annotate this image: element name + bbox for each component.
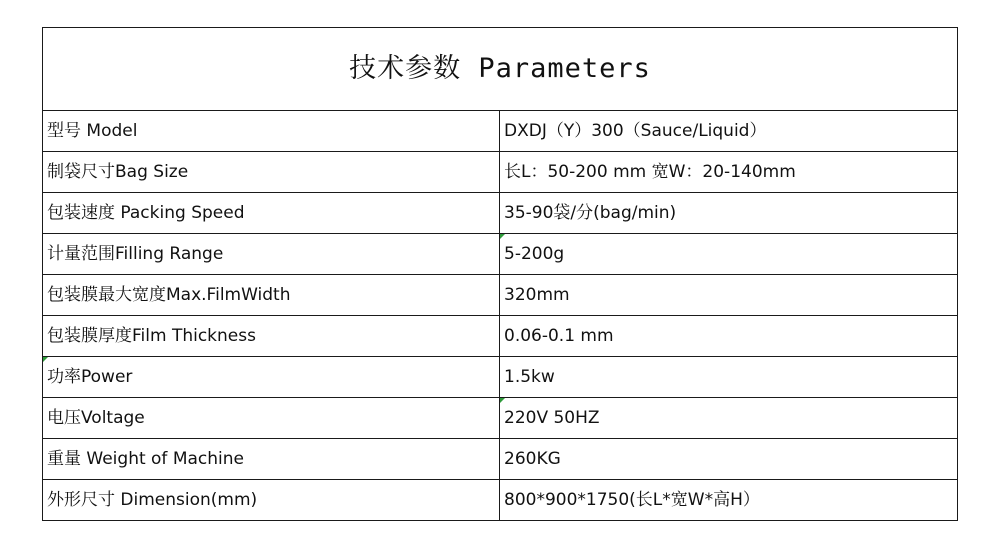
spec-value-text: 5-200g: [504, 244, 565, 264]
spec-label: 型号 Model: [43, 111, 500, 152]
spec-value: 1.5kw: [500, 357, 958, 398]
spec-value: [500, 398, 958, 439]
spec-label: 包装膜厚度Film Thickness: [43, 316, 500, 357]
spec-label: 包装速度 Packing Speed: [43, 193, 500, 234]
spec-row-packing-speed: [43, 193, 958, 234]
cell-error-marker: [500, 234, 505, 239]
spec-label: 外形尺寸 Dimension(mm): [43, 480, 500, 521]
spec-value: 800*900*1750(长L*宽W*高H）: [500, 480, 958, 521]
spec-value: DXDJ（Y）300（Sauce/Liquid）: [500, 111, 958, 152]
spec-row-filling-range: [43, 234, 958, 275]
table-title: 技术参数 Parameters: [43, 28, 958, 111]
spec-row-dimension: [43, 480, 958, 521]
spec-label: 电压Voltage: [43, 398, 500, 439]
spec-row-weight: [43, 439, 958, 480]
spec-row-bag-size: [43, 152, 958, 193]
spec-row-film-width: [43, 275, 958, 316]
spec-row-film-thickness: [43, 316, 958, 357]
parameters-table: [42, 27, 958, 521]
cell-error-marker: [43, 357, 48, 362]
spec-label: [43, 357, 500, 398]
spec-value: 320mm: [500, 275, 958, 316]
spec-value: 长L：50-200 mm 宽W：20-140mm: [500, 152, 958, 193]
spec-label: 重量 Weight of Machine: [43, 439, 500, 480]
cell-error-marker: [500, 398, 505, 403]
spec-row-model: [43, 111, 958, 152]
spec-value-text: 220V 50HZ: [504, 408, 600, 428]
spec-value: [500, 234, 958, 275]
spec-value: 260KG: [500, 439, 958, 480]
spec-value: 0.06-0.1 mm: [500, 316, 958, 357]
title-row: [43, 28, 958, 111]
spec-value: 35-90袋/分(bag/min): [500, 193, 958, 234]
spec-row-voltage: [43, 398, 958, 439]
spec-row-power: [43, 357, 958, 398]
spec-label: 计量范围Filling Range: [43, 234, 500, 275]
spec-label: 包装膜最大宽度Max.FilmWidth: [43, 275, 500, 316]
spec-label: 制袋尺寸Bag Size: [43, 152, 500, 193]
spec-label-text: 功率Power: [47, 367, 133, 387]
